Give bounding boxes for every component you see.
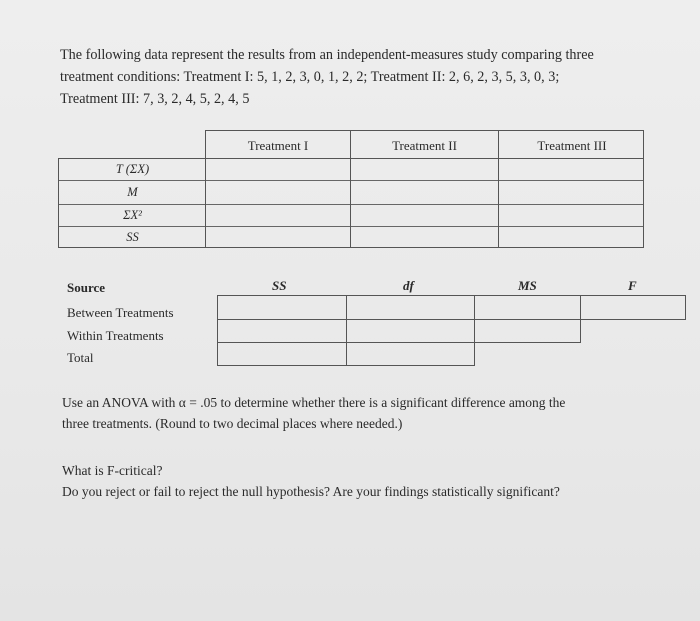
source-between: Between Treatments: [67, 305, 174, 320]
source-total: Total: [67, 350, 94, 365]
col-treatment-1: Treatment I: [247, 138, 309, 153]
total-df-cell[interactable]: [346, 342, 475, 366]
problem-line-1: The following data represent the results from an independent-measures study comparing three: [60, 47, 594, 63]
row-label-ss: SS: [126, 230, 139, 244]
row-label-sum-squares-raw: ΣX²: [123, 208, 142, 222]
between-f-cell[interactable]: [580, 295, 686, 320]
summary-header-row: [205, 130, 644, 160]
col-treatment-2: Treatment II: [392, 138, 457, 153]
between-ss-cell[interactable]: [217, 295, 347, 320]
col-treatment-3: Treatment III: [537, 138, 607, 153]
between-df-cell[interactable]: [346, 295, 475, 320]
anova-col-ms: MS: [518, 278, 537, 293]
problem-line-2: treatment conditions: Treatment I: 5, 1, 2, 3, 0, 1, 2, 2; Treatment II: 2, 6, 2, 3, 5, 3, 0, 3;: [60, 69, 560, 85]
instructions-line-1: Use an ANOVA with α = .05 to determine whether there is a significant difference among the: [62, 395, 566, 410]
summary-grid: [58, 158, 644, 248]
instructions-line-2: three treatments. (Round to two decimal places where needed.): [62, 416, 403, 431]
total-ss-cell[interactable]: [217, 342, 347, 366]
row-label-total: T (ΣX): [115, 162, 150, 176]
anova-col-f: F: [628, 278, 637, 293]
anova-instructions: [62, 392, 662, 434]
within-ss-cell[interactable]: [217, 319, 347, 343]
source-within: Within Treatments: [67, 328, 164, 343]
source-header: Source: [67, 280, 106, 295]
question-f-critical: What is F-critical?: [62, 463, 163, 478]
within-df-cell[interactable]: [346, 319, 475, 343]
questions: [62, 460, 662, 502]
question-hypothesis: Do you reject or fail to reject the null hypothesis? Are your findings statistically significant?: [62, 484, 560, 499]
problem-statement: [60, 44, 660, 110]
summary-table: [58, 130, 644, 248]
anova-col-ss: SS: [272, 278, 287, 293]
anova-col-df: df: [403, 278, 414, 293]
within-ms-cell[interactable]: [474, 319, 581, 343]
problem-line-3: Treatment III: 7, 3, 2, 4, 5, 2, 4, 5: [60, 91, 250, 107]
between-ms-cell[interactable]: [474, 295, 581, 320]
cell-t-treatment-1[interactable]: [206, 159, 350, 180]
row-label-mean: M: [127, 185, 138, 199]
